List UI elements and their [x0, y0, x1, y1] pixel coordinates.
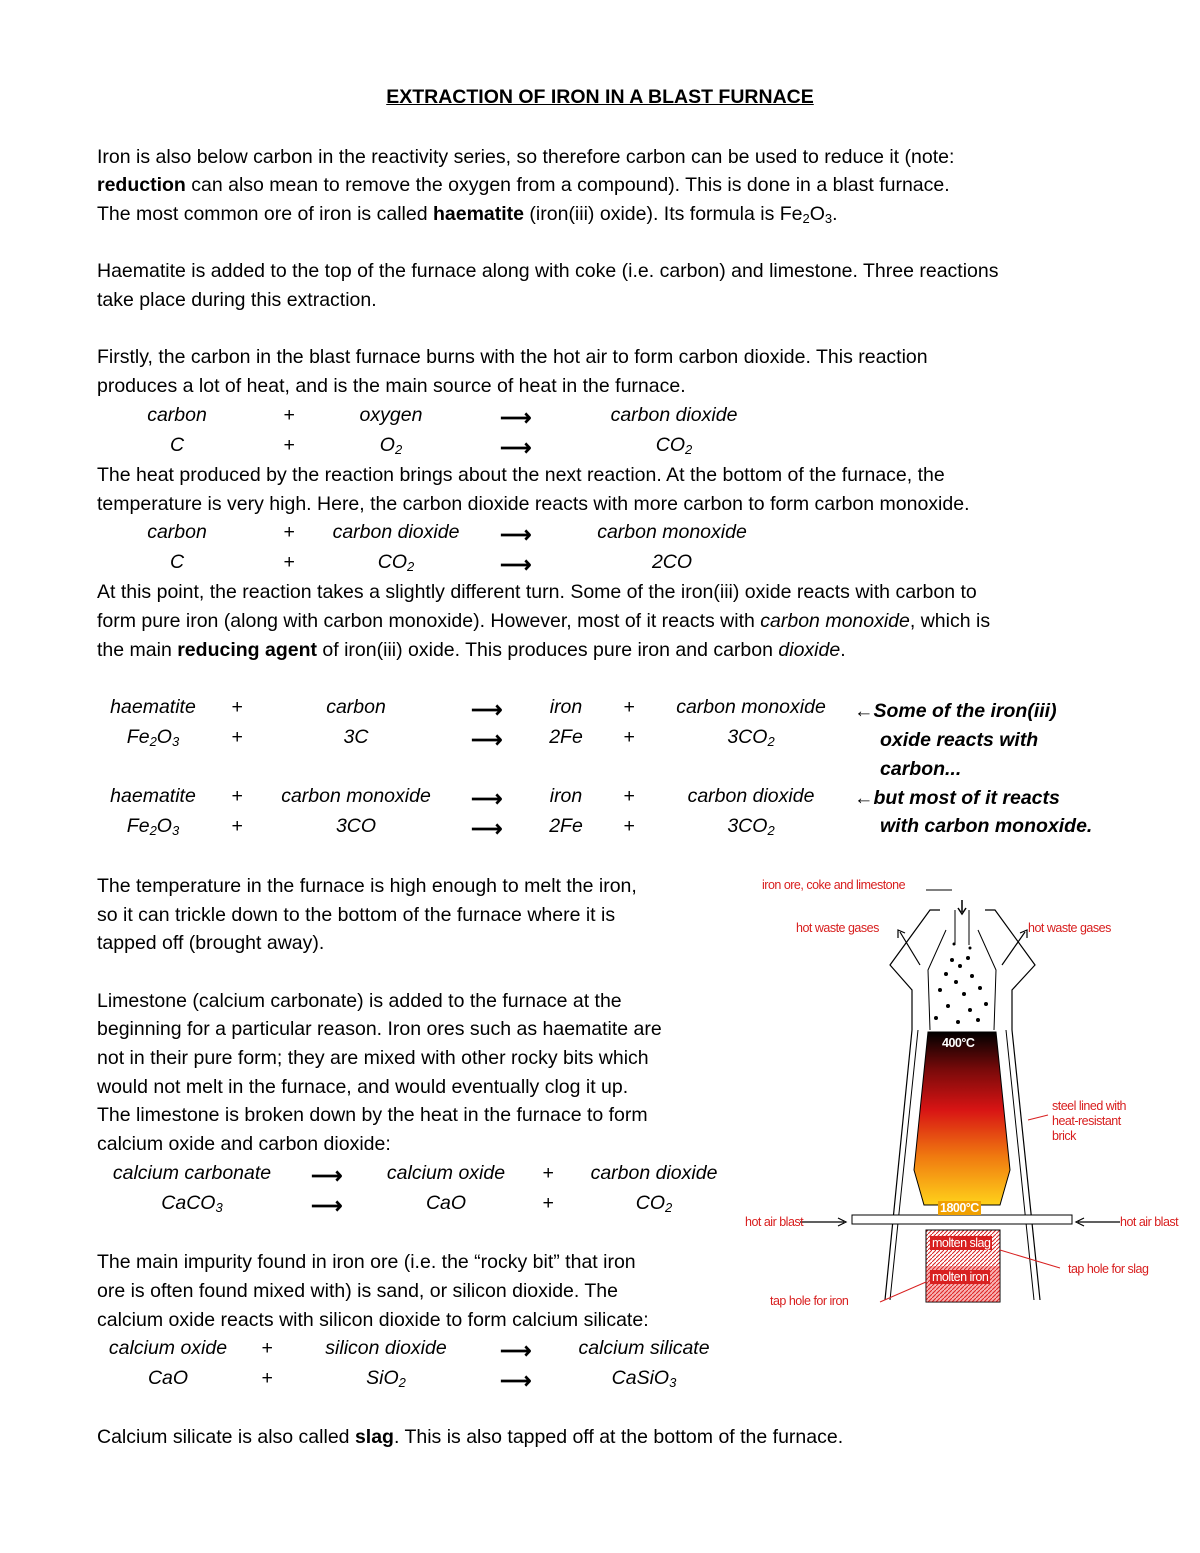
para9-slag-bold: slag [354, 1426, 394, 1448]
eq2-symbol-2 [378, 551, 414, 574]
eq3-plus-4: + [623, 726, 635, 748]
eq5-word-3: carbon dioxide [590, 1162, 718, 1184]
eq1-s2: O [379, 434, 395, 456]
eq5-symbol-2: CaO [425, 1192, 467, 1214]
diagram-label-blast-right: hot air blast [1120, 1215, 1179, 1229]
eq3-arrow-2-icon: ⟶ [471, 727, 503, 752]
page-title: EXTRACTION OF IRON IN A BLAST FURNACE [386, 86, 814, 108]
eq1-arrow-icon: ⟶ [500, 405, 532, 430]
para6-line-3: tapped off (brought away). [97, 932, 325, 954]
eq6-arrow-icon: ⟶ [500, 1338, 532, 1363]
para3-line-1: Firstly, the carbon in the blast furnace burns with the hot air to form carbon dioxide. This reaction [97, 346, 928, 368]
eq1-s3: CO [655, 434, 686, 456]
eq2-plus-2: + [283, 551, 295, 573]
eq2-s2: CO [377, 551, 408, 573]
eq6-word-3: calcium silicate [578, 1337, 710, 1359]
eq3-word-1: haematite [110, 696, 196, 718]
eq3-plus-2: + [623, 696, 635, 718]
diagram-label-blast-left: hot air blast [745, 1215, 804, 1229]
diagram-label-temp-bottom: 1800°C [940, 1201, 979, 1215]
eq6-s2: SiO [366, 1367, 399, 1389]
eq2-s2-sub: 2 [407, 559, 415, 574]
eq4-s1-sub: 2 [149, 823, 157, 838]
eq5-symbol-1 [161, 1192, 222, 1215]
eq1-plus: + [283, 404, 295, 426]
eq6-s3: CaSiO [611, 1367, 670, 1389]
para4-line-2: temperature is very high. Here, the carbon dioxide reacts with more carbon to form carbon monoxide. [97, 493, 970, 515]
left-arrow-icon: ← [854, 787, 874, 809]
eq4-word-2: carbon monoxide [281, 785, 431, 807]
eq3-plus-1: + [231, 696, 243, 718]
eq4-arrow-2-icon: ⟶ [471, 816, 503, 841]
diagram-label-waste-right: hot waste gases [1028, 921, 1111, 935]
eq3-s4: 3CO [727, 726, 768, 748]
eq4-s1-sub2: 3 [171, 823, 180, 838]
eq4-symbol-2: 3CO [335, 815, 377, 837]
para5-l3-c: . [840, 639, 846, 661]
diagram-label-temp-top: 400°C [942, 1036, 975, 1050]
diagram-label-steel-2: heat-resistant [1052, 1114, 1121, 1128]
eq1-word-3: carbon dioxide [610, 404, 738, 426]
diagram-label-steel-3: brick [1052, 1129, 1076, 1143]
intro-sub-3: 3 [824, 211, 833, 226]
eq3-note-line-2: oxide reacts with [880, 729, 1039, 751]
para6-line-2: so it can trickle down to the bottom of the furnace where it is [97, 904, 616, 926]
eq2-symbol-1: C [169, 551, 185, 573]
eq4-s4: 3CO [727, 815, 768, 837]
diagram-label-top: iron ore, coke and limestone [762, 878, 906, 892]
eq1-plus-2: + [283, 434, 295, 456]
intro-line-2 [97, 171, 950, 200]
eq1-symbol-3 [656, 434, 692, 457]
para8-line-1: The main impurity found in iron ore (i.e. the “rocky bit” that iron [97, 1251, 636, 1273]
para2-line-2: take place during this extraction. [97, 289, 377, 311]
para5-l2-a: form pure iron (along with carbon monoxide). However, most of it reacts with [97, 610, 761, 632]
eq1-symbol-2 [380, 434, 402, 457]
eq5-s1-sub: 3 [215, 1200, 223, 1215]
eq4-symbol-1 [127, 815, 179, 838]
eq4-word-4: carbon dioxide [687, 785, 815, 807]
eq6-symbol-3 [612, 1367, 677, 1390]
para3-line-2: produces a lot of heat, and is the main source of heat in the furnace. [97, 375, 686, 397]
diagram-label-steel-1: steel lined with [1052, 1099, 1126, 1113]
eq4-s1b: O [156, 815, 172, 837]
intro-line-3-c: O [809, 203, 825, 225]
eq3-s1b: O [156, 726, 172, 748]
eq5-s3: CO [635, 1192, 666, 1214]
eq3-symbol-1 [127, 726, 179, 749]
eq5-s1: CaCO [161, 1192, 216, 1214]
eq6-s3-sub: 3 [669, 1375, 677, 1390]
eq3-s4-sub: 2 [767, 734, 775, 749]
eq1-word-2: oxygen [359, 404, 423, 426]
eq6-word-2: silicon dioxide [325, 1337, 447, 1359]
diagram-label-tap-iron: tap hole for iron [770, 1294, 849, 1308]
eq4-plus-1: + [231, 785, 243, 807]
eq6-plus-2: + [261, 1367, 273, 1389]
intro-line-3-b: (iron(iii) oxide). Its formula is Fe [524, 203, 803, 225]
para4-line-1: The heat produced by the reaction brings about the next reaction. At the bottom of the furnace, the [97, 464, 945, 486]
intro-line-1: Iron is also below carbon in the reactivity series, so therefore carbon can be used to reduce it (note: [97, 146, 955, 168]
para7-line-2: beginning for a particular reason. Iron ores such as haematite are [97, 1018, 662, 1040]
eq4-plus-3: + [231, 815, 243, 837]
eq4-note-line-2: with carbon monoxide. [880, 815, 1093, 837]
eq5-plus: + [542, 1162, 554, 1184]
eq4-note-line-1 [854, 784, 1060, 813]
eq3-symbol-3: 2Fe [549, 726, 583, 748]
para9-b: . This is also tapped off at the bottom of the furnace. [393, 1426, 844, 1448]
diagram-label-tap-slag: tap hole for slag [1068, 1262, 1149, 1276]
intro-line-2-rest: can also mean to remove the oxygen from a compound). This is done in a blast furnace. [185, 174, 950, 196]
para8-line-2: ore is often found mixed with) is sand, or silicon dioxide. The [97, 1280, 618, 1302]
eq1-s3-sub: 2 [685, 442, 693, 457]
eq1-symbol-1: C [169, 434, 185, 456]
eq3-note-line-1 [854, 697, 1057, 726]
eq3-word-2: carbon [326, 696, 386, 718]
para7-line-3: not in their pure form; they are mixed with other rocky bits which [97, 1047, 649, 1069]
eq1-arrow-2-icon: ⟶ [500, 435, 532, 460]
para5-line-1: At this point, the reaction takes a slightly different turn. Some of the iron(iii) oxide reacts with carbon to [97, 581, 977, 603]
intro-reduction-bold: reduction [97, 174, 186, 196]
para5-l3-a: the main [97, 639, 178, 661]
eq2-arrow-icon: ⟶ [500, 522, 532, 547]
para5-reducing-agent-bold: reducing agent [177, 639, 317, 661]
eq4-word-1: haematite [110, 785, 196, 807]
eq4-symbol-4 [727, 815, 774, 838]
para5-line-2 [97, 607, 990, 636]
eq3-s1-sub2: 3 [171, 734, 180, 749]
eq4-symbol-3: 2Fe [549, 815, 583, 837]
eq6-word-1: calcium oxide [108, 1337, 228, 1359]
eq2-word-2: carbon dioxide [332, 521, 460, 543]
eq5-arrow-2-icon: ⟶ [311, 1193, 343, 1218]
eq3-word-3: iron [549, 696, 583, 718]
eq2-symbol-3: 2CO [651, 551, 693, 573]
eq2-arrow-2-icon: ⟶ [500, 552, 532, 577]
intro-line-3-d: . [832, 203, 838, 225]
eq3-s1: Fe [126, 726, 150, 748]
eq4-plus-2: + [623, 785, 635, 807]
diagram-label-slag: molten slag [932, 1236, 991, 1250]
left-arrow-icon: ← [854, 700, 874, 722]
eq5-arrow-icon: ⟶ [311, 1163, 343, 1188]
eq2-word-1: carbon [147, 521, 207, 543]
para7-line-4: would not melt in the furnace, and would eventually clog it up. [97, 1076, 629, 1098]
eq4-s1: Fe [126, 815, 150, 837]
eq3-note-1: Some of the iron(iii) [873, 700, 1057, 722]
eq1-word-1: carbon [147, 404, 207, 426]
eq4-plus-4: + [623, 815, 635, 837]
eq4-note-1: but most of it reacts [873, 787, 1060, 809]
eq3-plus-3: + [231, 726, 243, 748]
eq6-plus: + [261, 1337, 273, 1359]
intro-line-3 [97, 200, 838, 229]
eq5-word-1: calcium carbonate [112, 1162, 272, 1184]
intro-haematite-bold: haematite [432, 203, 525, 225]
eq5-symbol-3 [636, 1192, 672, 1215]
eq3-word-4: carbon monoxide [676, 696, 826, 718]
eq3-note-line-3: carbon... [880, 758, 962, 780]
eq6-symbol-1: CaO [147, 1367, 189, 1389]
para5-l2-italic: carbon monoxide [760, 610, 910, 632]
para9-a: Calcium silicate is also called [97, 1426, 355, 1448]
para8-line-3: calcium oxide reacts with silicon dioxide to form calcium silicate: [97, 1309, 649, 1331]
eq2-word-3: carbon monoxide [597, 521, 747, 543]
eq3-symbol-2: 3C [343, 726, 369, 748]
diagram-label-waste-left: hot waste gases [796, 921, 879, 935]
eq5-plus-2: + [542, 1192, 554, 1214]
eq6-s2-sub: 2 [398, 1375, 406, 1390]
eq3-symbol-4 [727, 726, 774, 749]
eq4-word-3: iron [549, 785, 583, 807]
para7-line-5: The limestone is broken down by the heat in the furnace to form [97, 1104, 648, 1126]
para2-line-1: Haematite is added to the top of the furnace along with coke (i.e. carbon) and limestone. Three reactions [97, 260, 999, 282]
eq4-s4-sub: 2 [767, 823, 775, 838]
eq6-arrow-2-icon: ⟶ [500, 1368, 532, 1393]
para5-l3-italic: dioxide [778, 639, 841, 661]
eq4-arrow-icon: ⟶ [471, 786, 503, 811]
para9-line [97, 1423, 843, 1452]
para5-line-3 [97, 636, 846, 665]
para7-line-6: calcium oxide and carbon dioxide: [97, 1133, 391, 1155]
eq3-s1-sub: 2 [149, 734, 157, 749]
eq3-arrow-icon: ⟶ [471, 697, 503, 722]
eq5-word-2: calcium oxide [386, 1162, 506, 1184]
para7-line-1: Limestone (calcium carbonate) is added to the furnace at the [97, 990, 622, 1012]
eq1-s2-sub: 2 [394, 442, 403, 457]
para5-l2-b: , which is [909, 610, 991, 632]
intro-sub-2: 2 [802, 211, 810, 226]
eq5-s3-sub: 2 [665, 1200, 673, 1215]
eq2-plus: + [283, 521, 295, 543]
diagram-label-iron: molten iron [932, 1270, 989, 1284]
para6-line-1: The temperature in the furnace is high enough to melt the iron, [97, 875, 637, 897]
intro-line-3-a: The most common ore of iron is called [97, 203, 433, 225]
para5-l3-b: of iron(iii) oxide. This produces pure iron and carbon [317, 639, 779, 661]
eq6-symbol-2 [366, 1367, 406, 1390]
